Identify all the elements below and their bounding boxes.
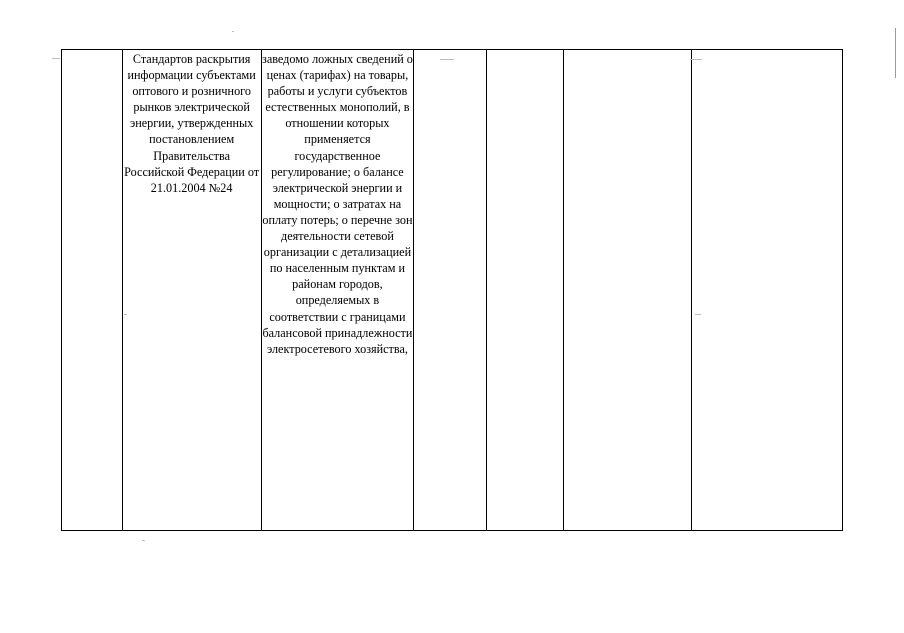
scan-artifact [142, 540, 145, 541]
table-cell-2 [122, 50, 261, 531]
scan-artifact [52, 58, 60, 59]
table-row [62, 50, 843, 531]
table-cell-7 [691, 50, 842, 531]
scan-artifact [124, 314, 127, 315]
table-cell-1 [62, 50, 123, 531]
standards-text: Стандартов раскрытия информации субъектами оптового и розничного рынков электрической энергии, утвержденных постановлением Правительства Российской Федерации от 21.01.2004 №24 [124, 52, 260, 195]
scan-artifact [690, 59, 702, 60]
table-cell-4 [414, 50, 487, 531]
scan-edge-mark [895, 28, 896, 78]
scan-artifact [232, 31, 234, 32]
scan-artifact [440, 59, 454, 60]
table-cell-3 [261, 50, 413, 531]
false-information-text: заведомо ложных сведений о ценах (тарифах) на товары, работы и услуги субъектов естественных монополий, в отношении которых применяется государственное регулирование; о балансе электрической энергии и мощности; о затратах на оплату потерь; о перечне зон деятельности сетевой организации с детализацией по населенным пунктам и районам городов, определяемых в соответствии с границами балансовой принадлежности электросетевого хозяйства, [262, 52, 413, 356]
table-cell-5 [486, 50, 564, 531]
table-cell-6 [564, 50, 691, 531]
scan-artifact [695, 314, 701, 315]
document-table [61, 49, 843, 531]
